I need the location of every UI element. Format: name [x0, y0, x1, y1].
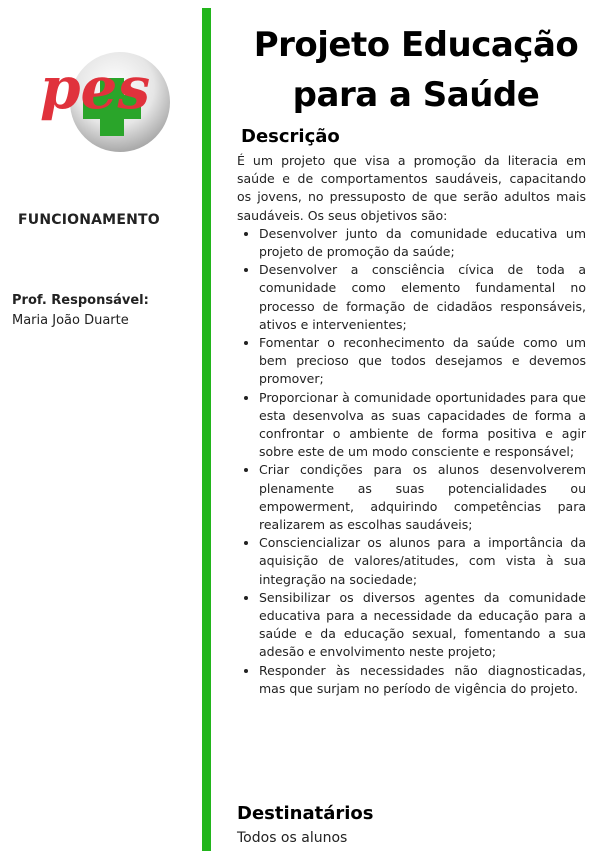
objective-item: • Desenvolver a consciência cívica de toda a comunidade como elemento fundamental no processo de formação de cidadãos responsáveis, ativos e intervenientes; [259, 261, 586, 334]
title-line-2: para a Saúde [292, 75, 540, 115]
objectives-list [237, 225, 586, 698]
recipients-text: Todos os alunos [237, 830, 348, 846]
description-body [237, 152, 586, 698]
responsible-name: Maria João Duarte [12, 313, 129, 328]
pes-logo [36, 28, 176, 158]
objective-item: • Proporcionar à comunidade oportunidades para que esta desenvolva as suas capacidades de forma a confrontar o ambiente de forma positiva e agir sobre este de um modo consciente e responsável; [259, 389, 586, 462]
sidebar-heading: FUNCIONAMENTO [18, 212, 160, 228]
page-title [238, 20, 594, 120]
objective-item: • Consciencializar os alunos para a importância da aquisição de valores/atitudes, com vista à sua integração na sociedade; [259, 534, 586, 589]
responsible-label: Prof. Responsável: [12, 293, 149, 308]
logo-text: pes [40, 54, 151, 122]
green-divider-bar [202, 8, 211, 851]
description-heading: Descrição [241, 126, 340, 147]
recipients-heading: Destinatários [237, 803, 374, 824]
objective-item: • Criar condições para os alunos desenvolverem plenamente as suas potencialidades ou empowerment, adquirindo competências para realizarem as escolhas saudáveis; [259, 461, 586, 534]
objective-item: • Fomentar o reconhecimento da saúde como um bem precioso que todos desejamos e devemos promover; [259, 334, 586, 389]
objective-item: • Responder às necessidades não diagnosticadas, mas que surjam no período de vigência do projeto. [259, 662, 586, 698]
objective-item: • Desenvolver junto da comunidade educativa um projeto de promoção da saúde; [259, 225, 586, 261]
objective-item: • Sensibilizar os diversos agentes da comunidade educativa para a necessidade da educação para a saúde e da educação sexual, fomentando a sua adesão e envolvimento neste projeto; [259, 589, 586, 662]
description-intro: É um projeto que visa a promoção da literacia em saúde e de comportamentos saudáveis, capacitando os jovens, no pressuposto de que serão adultos mais saudáveis. Os seus objetivos são: [237, 153, 586, 223]
title-line-1: Projeto Educação [253, 25, 579, 65]
